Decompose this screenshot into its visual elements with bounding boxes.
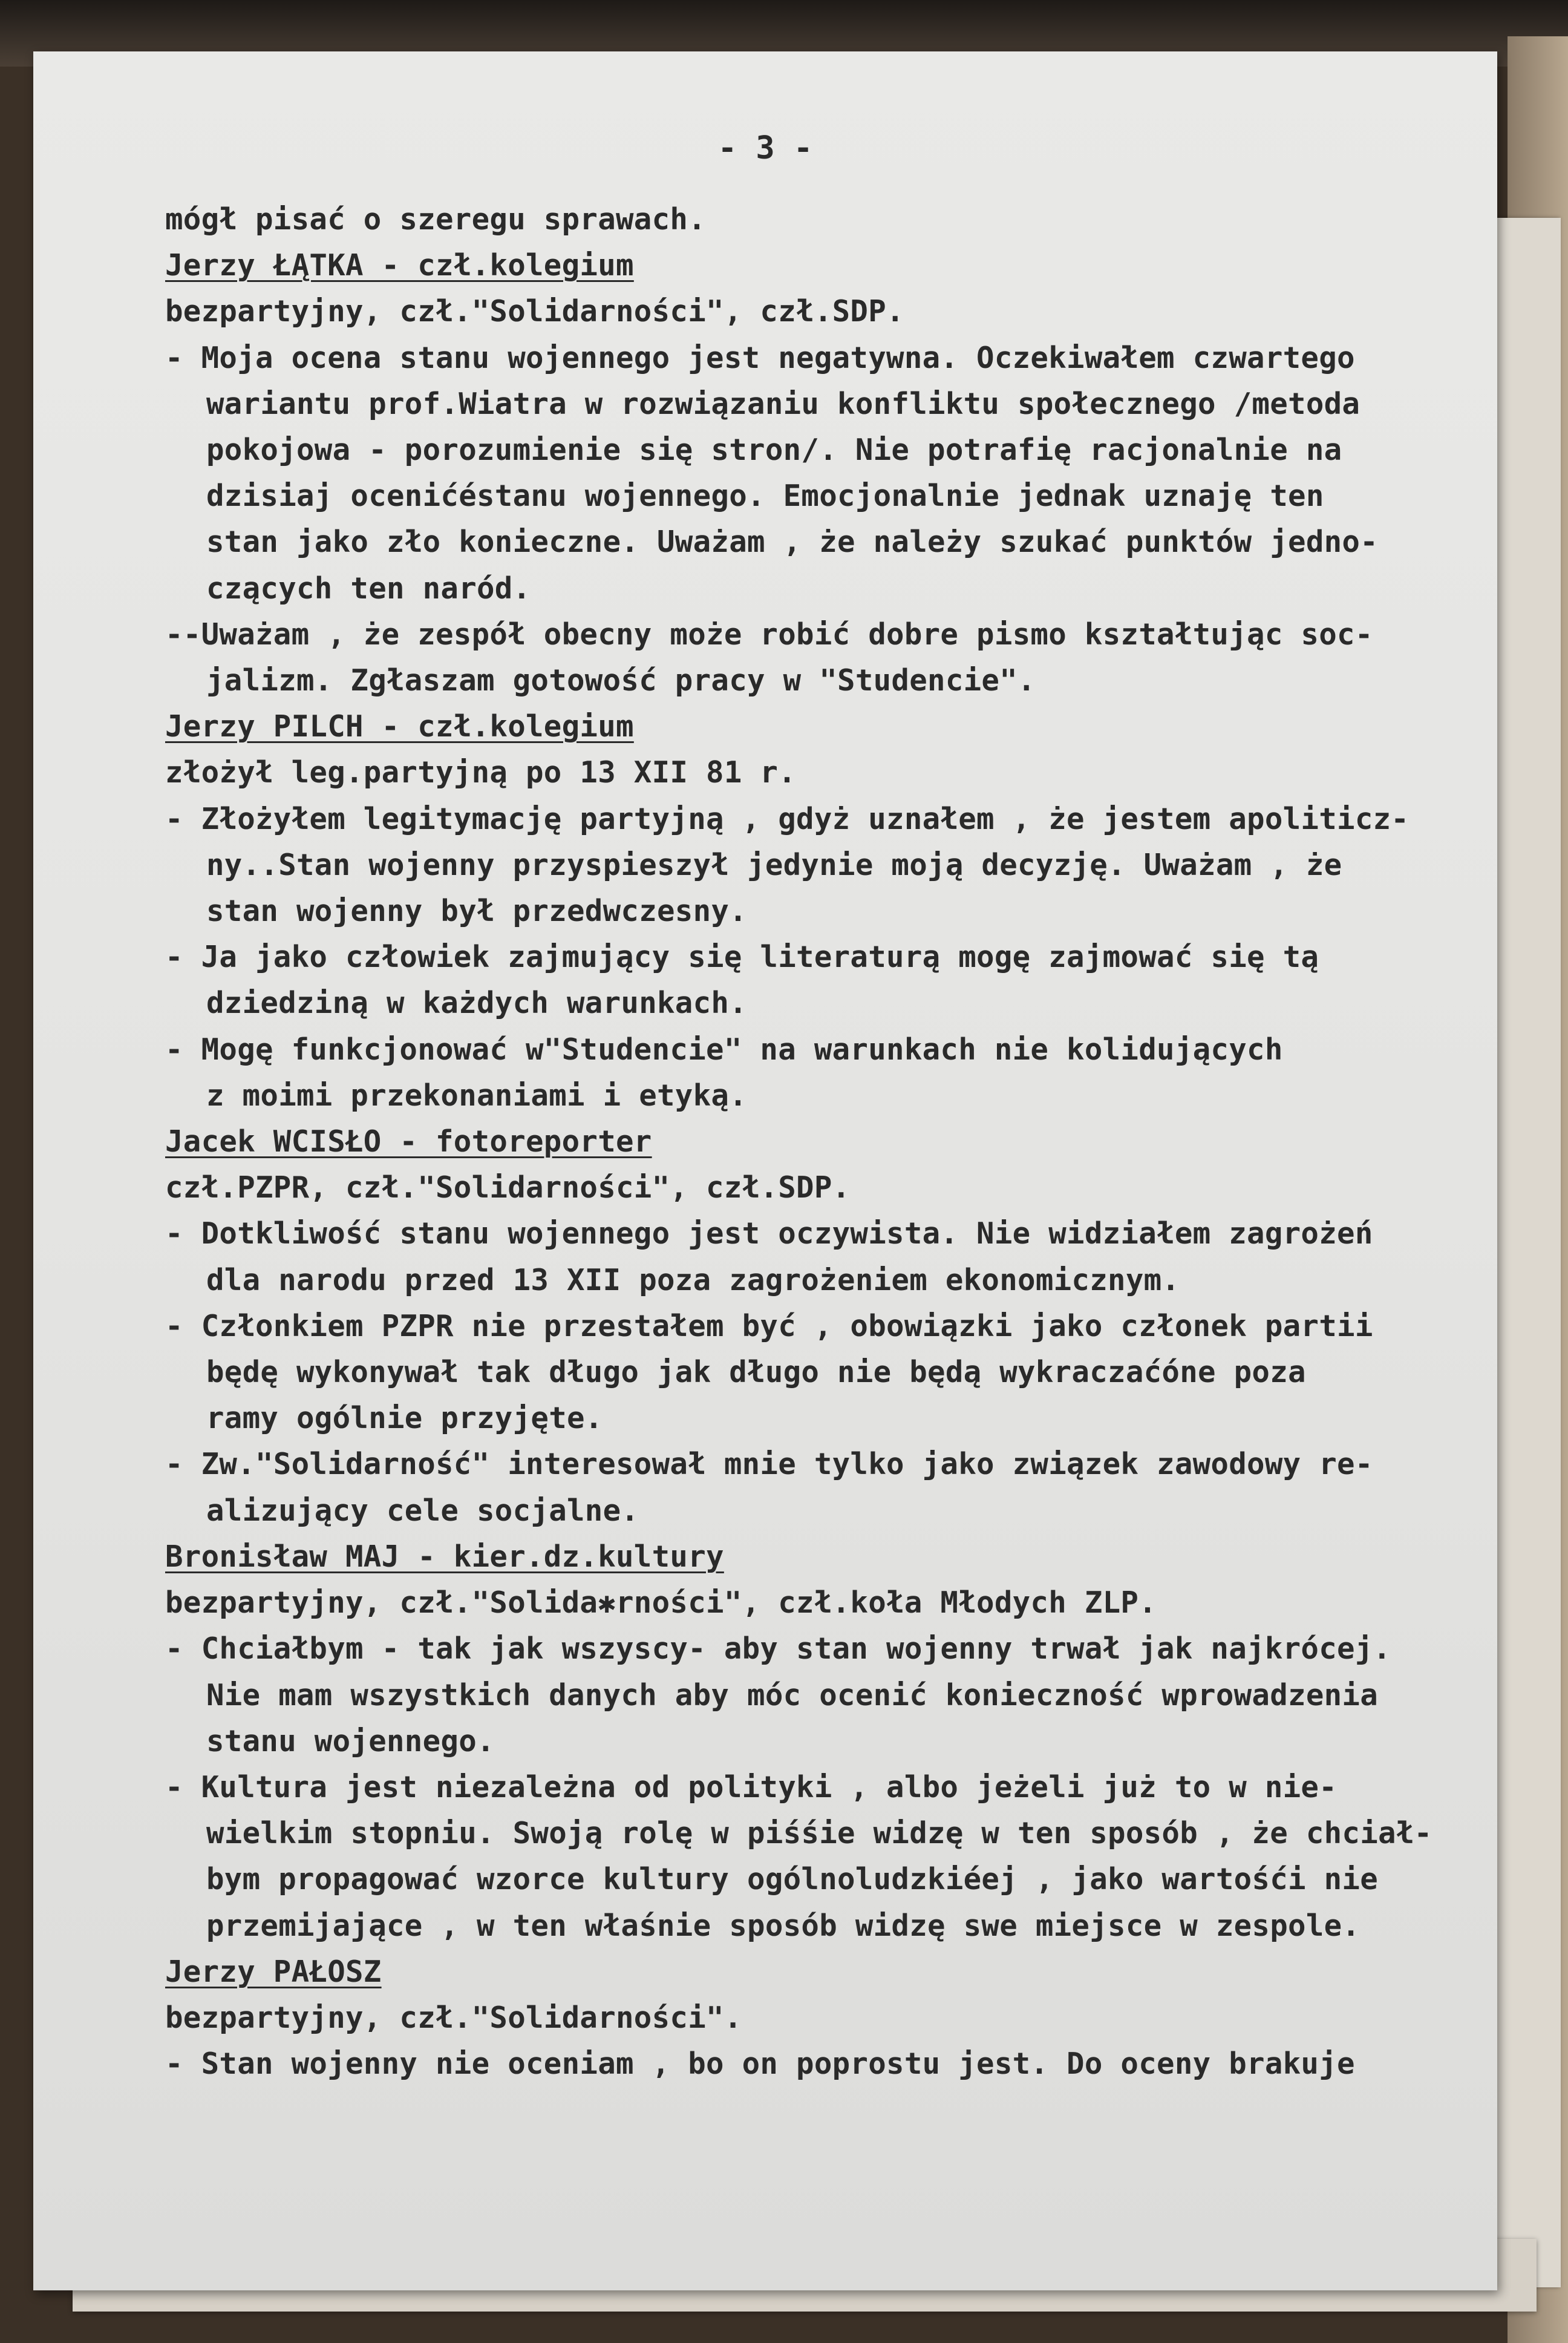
text-line: - Zw."Solidarność" interesował mnie tylko jako związek zawodowy re- bbox=[165, 1447, 1373, 1482]
text-line: dla narodu przed 13 XII poza zagrożeniem ekonomicznym. bbox=[206, 1262, 1180, 1297]
text-line: dzisiaj ocenićéstanu wojennego. Emocjonalnie jednak uznaję ten bbox=[206, 479, 1324, 514]
text-line: --Uważam , że zespół obecny może robić dobre pismo kształtując soc- bbox=[165, 617, 1373, 652]
text-line: stan jako zło konieczne. Uważam , że należy szukać punktów jedno- bbox=[206, 525, 1379, 560]
text-line: wariantu prof.Wiatra w rozwiązaniu konfliktu społecznego /metoda bbox=[206, 386, 1361, 421]
text-line: dziedziną w każdych warunkach. bbox=[206, 986, 748, 1021]
text-line: Nie mam wszystkich danych aby móc ocenić konieczność wprowadzenia bbox=[206, 1677, 1379, 1712]
text-line: stanu wojennego. bbox=[206, 1723, 495, 1758]
text-line: - Ja jako człowiek zajmujący się literaturą mogę zajmować się tą bbox=[165, 940, 1319, 975]
section-heading-pilch: Jerzy PILCH - czł.kolegium bbox=[165, 709, 634, 744]
text-line: z moimi przekonaniami i etyką. bbox=[206, 1078, 748, 1113]
text-line: - Kultura jest niezależna od polityki , albo jeżeli już to w nie- bbox=[165, 1769, 1338, 1804]
text-line: stan wojenny był przedwczesny. bbox=[206, 894, 748, 929]
text-line: czących ten naród. bbox=[206, 571, 531, 606]
text-line: bezpartyjny, czł."Solida✱rności", czł.koła Młodych ZLP. bbox=[165, 1585, 1157, 1620]
text-line: jalizm. Zgłaszam gotowość pracy w "Studencie". bbox=[206, 663, 1036, 698]
text-line: złożył leg.partyjną po 13 XII 81 r. bbox=[165, 755, 797, 790]
text-line: - Stan wojenny nie oceniam , bo on poprostu jest. Do oceny brakuje bbox=[165, 2046, 1355, 2082]
text-line: - Moja ocena stanu wojennego jest negatywna. Oczekiwałem czwartego bbox=[165, 340, 1355, 375]
document-text bbox=[165, 197, 1502, 2087]
text-line: - Chciałbym - tak jak wszyscy- aby stan wojenny trwał jak najkrócej. bbox=[165, 1631, 1391, 1666]
page-number: - 3 - bbox=[717, 130, 813, 166]
document-page bbox=[33, 51, 1497, 2290]
text-line: alizujący cele socjalne. bbox=[206, 1493, 639, 1528]
text-line: - Członkiem PZPR nie przestałem być , obowiązki jako członek partii bbox=[165, 1308, 1373, 1343]
text-line: pokojowa - porozumienie się stron/. Nie potrafię racjonalnie na bbox=[206, 433, 1342, 468]
text-line: ny..Stan wojenny przyspieszył jedynie moją decyzję. Uważam , że bbox=[206, 847, 1342, 882]
section-heading-latka: Jerzy ŁĄTKA - czł.kolegium bbox=[165, 248, 634, 283]
text-line: czł.PZPR, czł."Solidarności", czł.SDP. bbox=[165, 1170, 851, 1205]
section-heading-palosz: Jerzy PAŁOSZ bbox=[165, 1954, 382, 1989]
text-line: bezpartyjny, czł."Solidarności", czł.SDP. bbox=[165, 294, 904, 329]
text-line: - Mogę funkcjonować w"Studencie" na warunkach nie kolidujących bbox=[165, 1032, 1283, 1067]
text-line: bezpartyjny, czł."Solidarności". bbox=[165, 2000, 742, 2035]
text-line: mógł pisać o szeregu sprawach. bbox=[165, 202, 707, 237]
text-line: ramy ogólnie przyjęte. bbox=[206, 1401, 603, 1436]
text-line: - Złożyłem legitymację partyjną , gdyż uznałem , że jestem apoliticz- bbox=[165, 801, 1410, 836]
text-line: wielkim stopniu. Swoją rolę w piśśie widzę w ten sposób , że chciał- bbox=[206, 1816, 1432, 1851]
text-line: - Dotkliwość stanu wojennego jest oczywista. Nie widziałem zagrożeń bbox=[165, 1216, 1373, 1251]
section-heading-wcislo: Jacek WCISŁO - fotoreporter bbox=[165, 1124, 652, 1159]
text-line: przemijające , w ten właśnie sposób widzę swe miejsce w zespole. bbox=[206, 1908, 1361, 1943]
text-line: będę wykonywał tak długo jak długo nie będą wykraczaćóne poza bbox=[206, 1355, 1306, 1390]
section-heading-maj: Bronisław MAJ - kier.dz.kultury bbox=[165, 1539, 724, 1574]
text-line: bym propagować wzorce kultury ogólnoludzkiéej , jako wartośći nie bbox=[206, 1862, 1379, 1897]
